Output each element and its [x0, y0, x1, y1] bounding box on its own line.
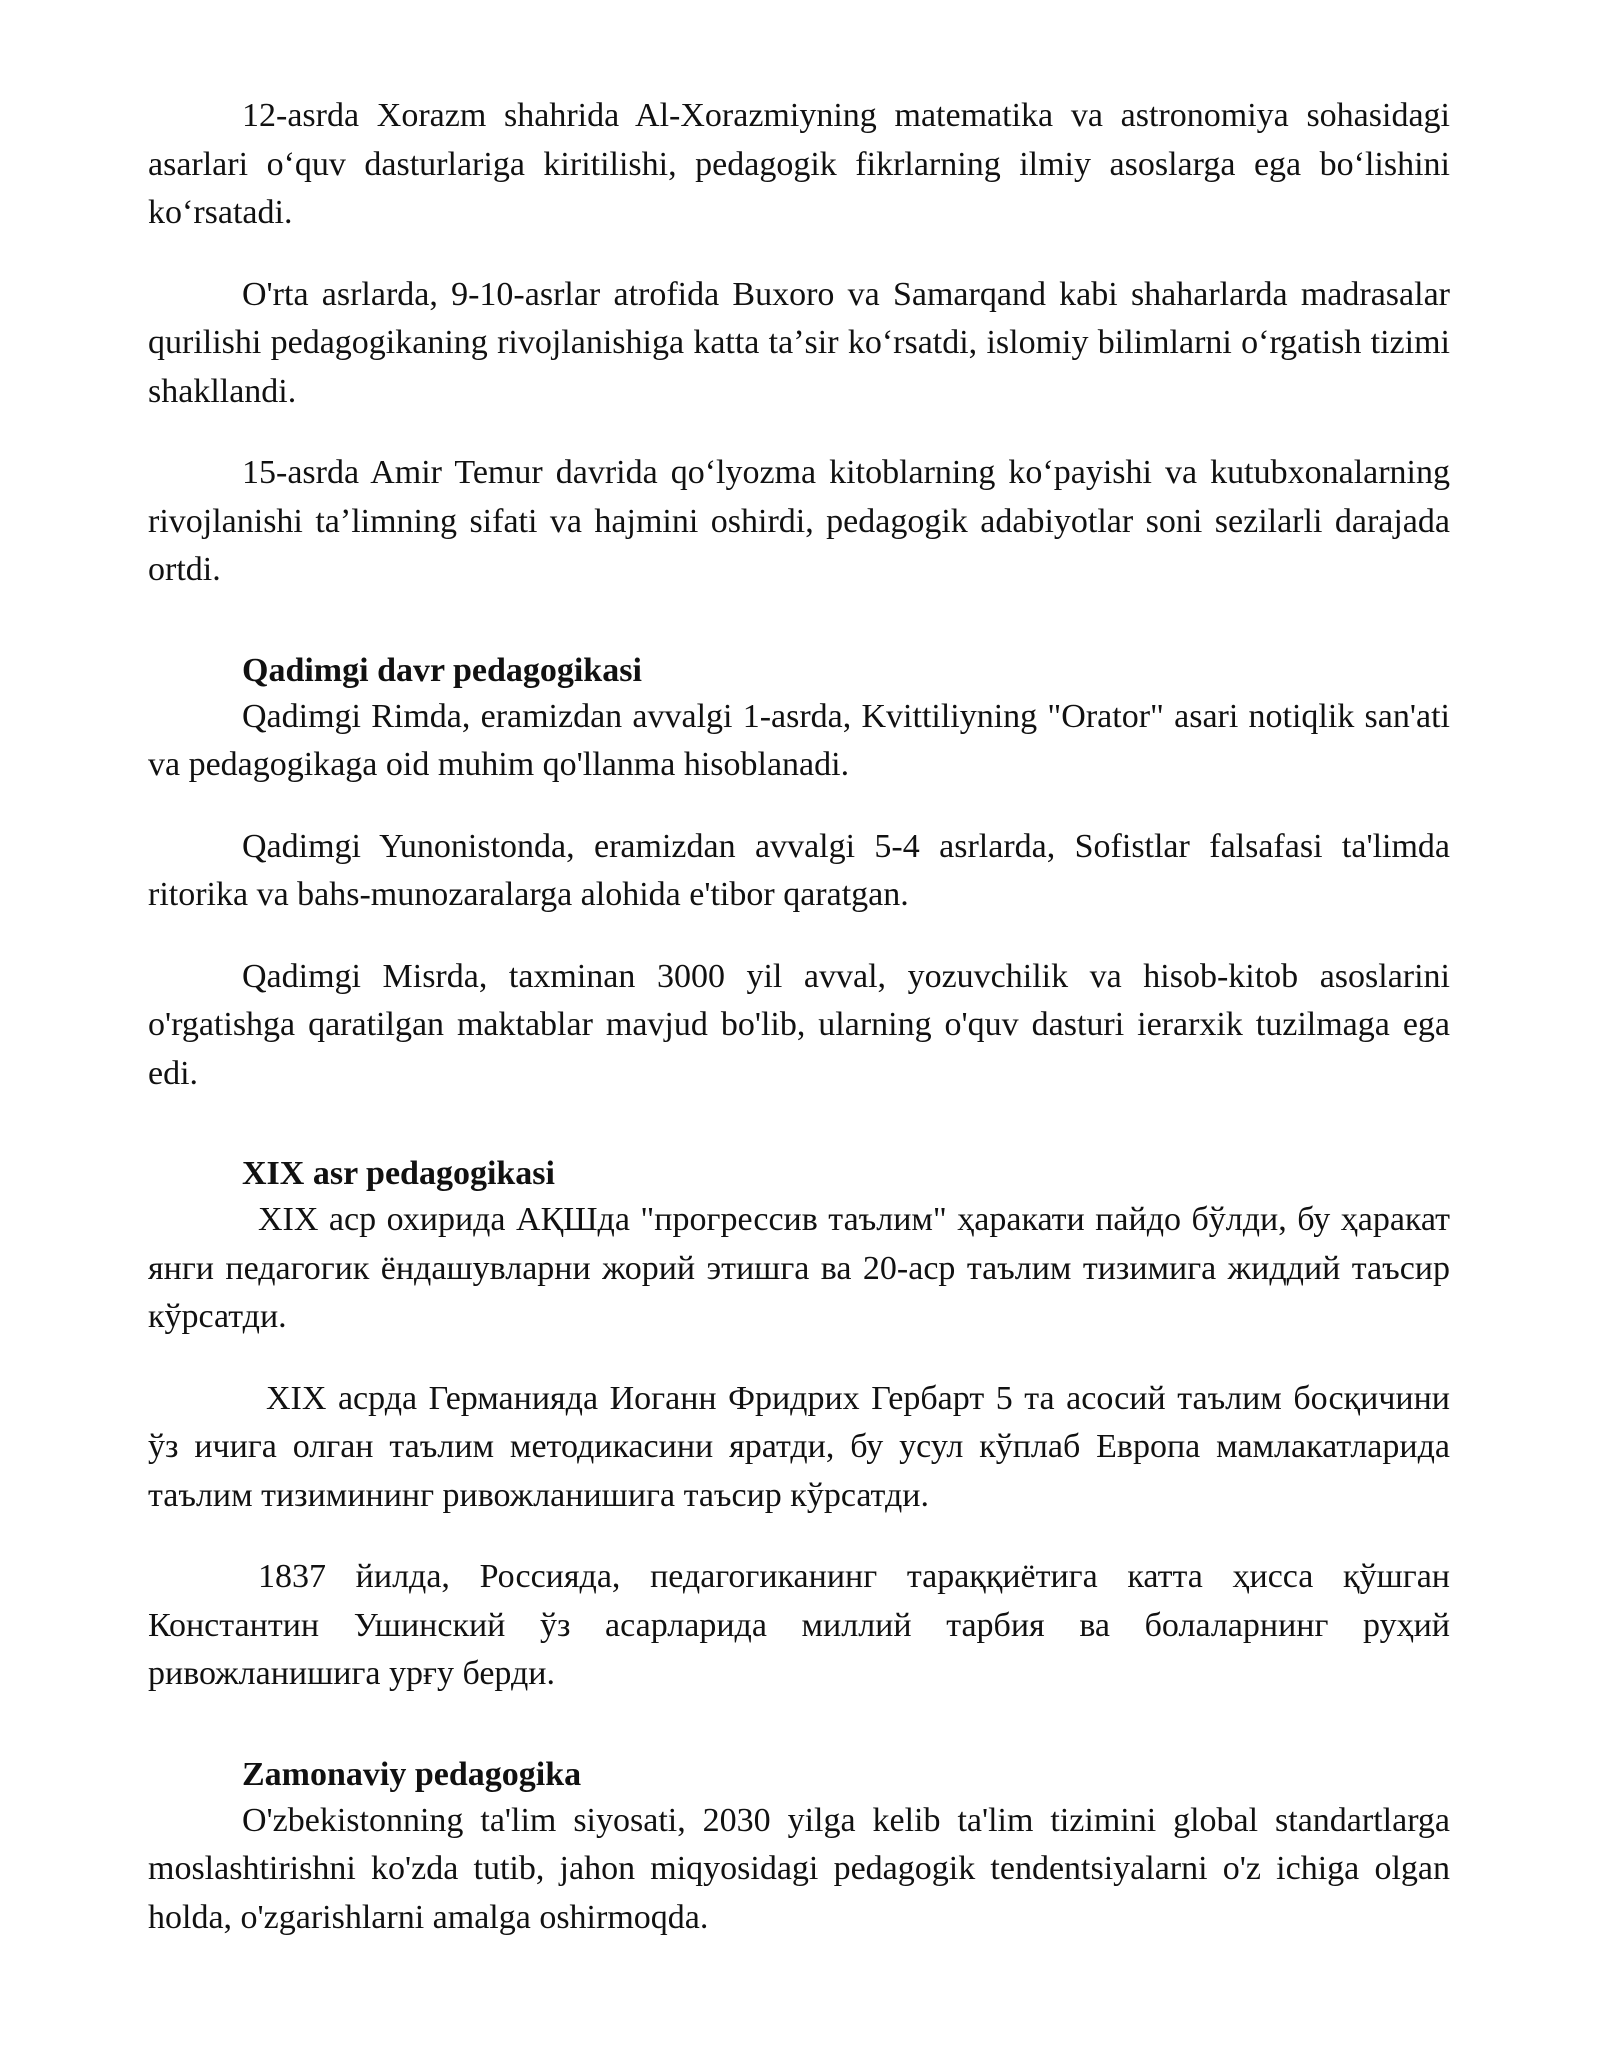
section-heading-xix-asr: XIX asr pedagogikasi: [242, 1155, 555, 1192]
paragraph-aqsh-progressiv: XIX аср охирида АҚШда "прогрессив таълим" ҳаракати пайдо бўлди, бу ҳаракат янги педагогик ёндашувларни жорий этишга ва 20-аср таълим тизимига жиддий таъсир кўрсатди.: [148, 1201, 1450, 1335]
paragraph-ozbekiston: O'zbekistonning ta'lim siyosati, 2030 yilga kelib ta'lim tizimini global standartlarga moslashtirishni ko'zda tutib, jahon miqyosidagi pedagogik tendentsiyalarni o'z ichiga olgan holda, o'zgarishlarni amalga oshirmoqda.: [148, 1801, 1450, 1936]
section-heading-qadimgi: Qadimgi davr pedagogikasi: [242, 651, 642, 689]
paragraph-qadimgi-yunoniston: Qadimgi Yunonistonda, eramizdan avvalgi 5-4 asrlarda, Sofistlar falsafasi ta'limda ritorika va bahs-munozaralarga alohida e'tibor qaratgan.: [148, 827, 1450, 913]
paragraph-xorazm: 12-asrda Xorazm shahrida Al-Xorazmiyning matematika va astronomiya sohasidagi asarlari oʻquv dasturlariga kiritilishi, pedagogik fikrlarning ilmiy asoslarga ega boʻlishini koʻrsatadi.: [148, 97, 1450, 231]
paragraph-orta-asrlar: O'rta asrlarda, 9-10-asrlar atrofida Buxoro va Samarqand kabi shaharlarda madrasalar qurilishi pedagogikaning rivojlanishiga katta taʼsir koʻrsatdi, islomiy bilimlarni oʻrgatish tizimi shakllandi.: [148, 275, 1450, 410]
paragraph-gerbart: XIX асрда Германияда Иоганн Фридрих Гербарт 5 та асосий таълим босқичини ўз ичига олган таълим методикасини яратди, бу усул кўплаб Европа мамлакатларида таълим тизимининг ривожланишига таъсир кўрсатди.: [148, 1379, 1450, 1514]
document-page: [148, 92, 1450, 1975]
paragraph-qadimgi-rim: Qadimgi Rimda, eramizdan avvalgi 1-asrda, Kvittiliyning "Orator" asari notiqlik san'ati va pedagogikaga oid muhim qo'llanma hisoblanadi.: [148, 697, 1450, 783]
paragraph-amir-temur: 15-asrda Amir Temur davrida qoʻlyozma kitoblarning koʻpayishi va kutubxonalarning rivojlanishi taʼlimning sifati va hajmini oshirdi, pedagogik adabiyotlar soni sezilarli darajada ortdi.: [148, 454, 1450, 588]
paragraph-ushinskiy: 1837 йилда, Россияда, педагогиканинг тараққиётига катта ҳисса қўшган Константин Ушинский ўз асарларида миллий тарбия ва болаларнинг руҳий ривожланишига урғу берди.: [148, 1558, 1450, 1692]
section-heading-zamonaviy: Zamonaviy pedagogika: [242, 1755, 582, 1793]
paragraph-qadimgi-misr: Qadimgi Misrda, taxminan 3000 yil avval, yozuvchilik va hisob-kitob asoslarini o'rgatishga qaratilgan maktablar mavjud bo'lib, ularning o'quv dasturi ierarxik tuzilmaga ega edi.: [148, 957, 1450, 1092]
